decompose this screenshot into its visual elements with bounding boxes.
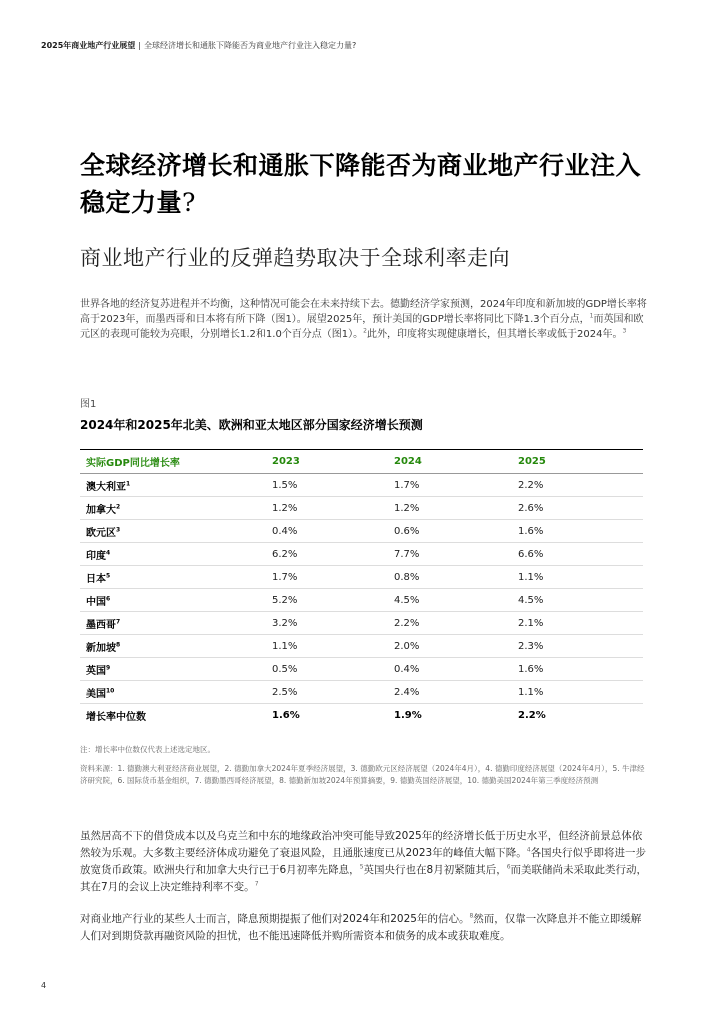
table-row xyxy=(80,589,643,612)
value-cell: 7.7% xyxy=(394,548,420,560)
value-cell: 2.2% xyxy=(518,479,544,491)
value-cell: 1.1% xyxy=(518,571,544,583)
table-row xyxy=(80,566,643,589)
table-row xyxy=(80,635,643,658)
value-cell: 4.5% xyxy=(518,594,544,606)
table-row xyxy=(80,658,643,681)
page-title-qmark: ? xyxy=(182,188,196,217)
footnote-ref: 1 xyxy=(126,480,131,488)
value-cell: 5.2% xyxy=(272,594,298,606)
footnote-ref: 3 xyxy=(116,526,121,534)
body-text: 虽然居高不下的借贷成本以及乌克兰和中东的地缘政治冲突可能导致2025年的经济增长低于历史水平，但经济前景总体依然较为乐观。大多数主要经济体成功避免了衰退风险，且通胀速度已从2023年的峰值大幅下降。 xyxy=(80,830,643,859)
median-value: 2.2% xyxy=(518,709,546,721)
country-cell xyxy=(80,474,272,497)
country-cell xyxy=(80,612,272,635)
footnote-ref: 9 xyxy=(106,664,111,672)
intro-paragraph xyxy=(80,297,650,342)
page-title-text: 全球经济增长和通胀下降能否为商业地产行业注入稳定力量 xyxy=(80,151,642,217)
median-label: 增长率中位数 xyxy=(86,711,146,723)
country-cell xyxy=(80,520,272,543)
footnote-ref: 2 xyxy=(363,327,367,335)
value-cell: 6.6% xyxy=(518,548,544,560)
value-cell: 2.6% xyxy=(518,502,544,514)
footnote-ref: 8 xyxy=(116,641,121,649)
country-cell xyxy=(80,497,272,520)
country-name: 日本 xyxy=(86,573,106,585)
footnote-ref: 4 xyxy=(526,846,531,854)
table-note: 注：增长率中位数仅代表上述选定地区。 xyxy=(80,745,215,754)
country-cell xyxy=(80,543,272,566)
value-cell: 3.2% xyxy=(272,617,298,629)
country-cell xyxy=(80,566,272,589)
figure-title: 2024年和2025年北美、欧洲和亚太地区部分国家经济增长预测 xyxy=(80,418,423,432)
gdp-growth-table xyxy=(80,449,643,727)
value-cell: 0.4% xyxy=(394,663,420,675)
value-cell: 1.7% xyxy=(272,571,298,583)
value-cell: 1.1% xyxy=(272,640,298,652)
value-cell: 2.5% xyxy=(272,686,298,698)
footnote-ref: 1 xyxy=(589,312,594,320)
body-paragraph xyxy=(80,911,650,945)
body-text: 而美联储尚未采取此类行动，其在7月的会议上决定维持利率不变。 xyxy=(80,864,648,893)
table-row xyxy=(80,612,643,635)
value-cell: 0.4% xyxy=(272,525,298,537)
country-name: 欧元区 xyxy=(86,527,116,539)
value-cell: 4.5% xyxy=(394,594,420,606)
page-subtitle: 商业地产行业的反弹趋势取决于全球利率走向 xyxy=(80,246,510,270)
country-name: 加拿大 xyxy=(86,504,116,516)
running-header xyxy=(41,40,681,52)
page-title xyxy=(80,147,660,221)
country-cell xyxy=(80,681,272,704)
country-name: 印度 xyxy=(86,550,106,562)
value-cell: 6.2% xyxy=(272,548,298,560)
body-text: 然而，仅靠一次降息并不能立即缓解人们对到期贷款再融资风险的担忧，也不能迅速降低并购所需资本和债务的成本或获取难度。 xyxy=(80,913,642,942)
body-text: 对商业地产行业的某些人士而言，降息预期提振了他们对2024年和2025年的信心。 xyxy=(80,913,470,925)
footnote-ref: 7 xyxy=(116,618,121,626)
value-cell: 1.2% xyxy=(272,502,298,514)
column-header: 实际GDP同比增长率 xyxy=(86,458,180,469)
intro-text-3: 此外，印度将实现健康增长，但其增长率或低于2024年。 xyxy=(367,329,623,340)
header-separator: | xyxy=(138,41,141,50)
table-sources: 资料来源：1. 德勤澳大利亚经济商业展望，2. 德勤加拿大2024年夏季经济展望，3. 德勤欧元区经济展望（2024年4月），4. 德勤印度经济展望（2024年4月），5. 牛津经济研究院，6. 国际货币基金组织，7. 德勤墨西哥经济展望，8. 德勤新加坡2024年预算摘要，9. 德勤英国经济展望，10. 德勤美国2024年第三季度经济预测 xyxy=(80,764,645,785)
footnote-ref: 2 xyxy=(116,503,121,511)
value-cell: 1.2% xyxy=(394,502,420,514)
value-cell: 2.4% xyxy=(394,686,420,698)
footnote-ref: 3 xyxy=(622,327,627,335)
table-row xyxy=(80,520,643,543)
column-header: 2025 xyxy=(518,456,546,467)
footnote-ref: 7 xyxy=(254,880,259,888)
value-cell: 1.6% xyxy=(518,663,544,675)
figure-label: 图1 xyxy=(80,399,97,410)
footnote-ref: 8 xyxy=(469,912,474,920)
value-cell: 0.6% xyxy=(394,525,420,537)
footnote-ref: 10 xyxy=(106,687,115,695)
gdp-table-container xyxy=(80,449,643,727)
page-number: 4 xyxy=(41,981,47,990)
intro-text-1: 世界各地的经济复苏进程并不均衡，这种情况可能会在未来持续下去。德勤经济学家预测，2024年印度和新加坡的GDP增长率将高于2023年，而墨西哥和日本将有所下降（图1）。展望2025年，预计美国的GDP增长率将同比下降1.3个百分点， xyxy=(80,299,647,325)
footnote-ref: 6 xyxy=(106,595,111,603)
value-cell: 2.2% xyxy=(394,617,420,629)
footnote-ref: 5 xyxy=(359,863,364,871)
country-name: 新加坡 xyxy=(86,642,116,654)
body-text: 英国央行也在8月初紧随其后， xyxy=(363,864,507,876)
column-header: 2024 xyxy=(394,456,422,467)
section-title: 全球经济增长和通胀下降能否为商业地产行业注入稳定力量? xyxy=(143,41,357,50)
country-name: 澳大利亚 xyxy=(86,481,126,493)
value-cell: 1.6% xyxy=(518,525,544,537)
report-title: 2025年商业地产行业展望 xyxy=(41,41,136,50)
value-cell: 2.3% xyxy=(518,640,544,652)
table-header-row xyxy=(80,450,643,474)
intro-text-2: 而英国和欧元区的表现可能较为亮眼，分别增长1.2和1.0个百分点（图1）。 xyxy=(80,314,644,340)
median-value: 1.9% xyxy=(394,709,422,721)
table-row xyxy=(80,474,643,497)
value-cell: 1.1% xyxy=(518,686,544,698)
table-row xyxy=(80,543,643,566)
median-value: 1.6% xyxy=(272,709,300,721)
table-row xyxy=(80,497,643,520)
table-row xyxy=(80,681,643,704)
value-cell: 2.0% xyxy=(394,640,420,652)
country-cell xyxy=(80,589,272,612)
footnote-ref: 6 xyxy=(506,863,511,871)
footnote-ref: 4 xyxy=(106,549,111,557)
country-name: 美国 xyxy=(86,688,106,700)
value-cell: 1.5% xyxy=(272,479,298,491)
country-name: 英国 xyxy=(86,665,106,677)
value-cell: 0.5% xyxy=(272,663,298,675)
median-row xyxy=(80,704,643,727)
country-cell xyxy=(80,658,272,681)
body-paragraph xyxy=(80,828,650,896)
footnote-ref: 5 xyxy=(106,572,111,580)
country-name: 中国 xyxy=(86,596,106,608)
column-header: 2023 xyxy=(272,456,300,467)
country-cell xyxy=(80,635,272,658)
body-text: 各国央行似乎即将进一步放宽货币政策。欧洲央行和加拿大央行已于6月初率先降息， xyxy=(80,847,647,876)
table-notes xyxy=(80,744,645,794)
value-cell: 2.1% xyxy=(518,617,544,629)
country-name: 墨西哥 xyxy=(86,619,116,631)
value-cell: 1.7% xyxy=(394,479,420,491)
value-cell: 0.8% xyxy=(394,571,420,583)
